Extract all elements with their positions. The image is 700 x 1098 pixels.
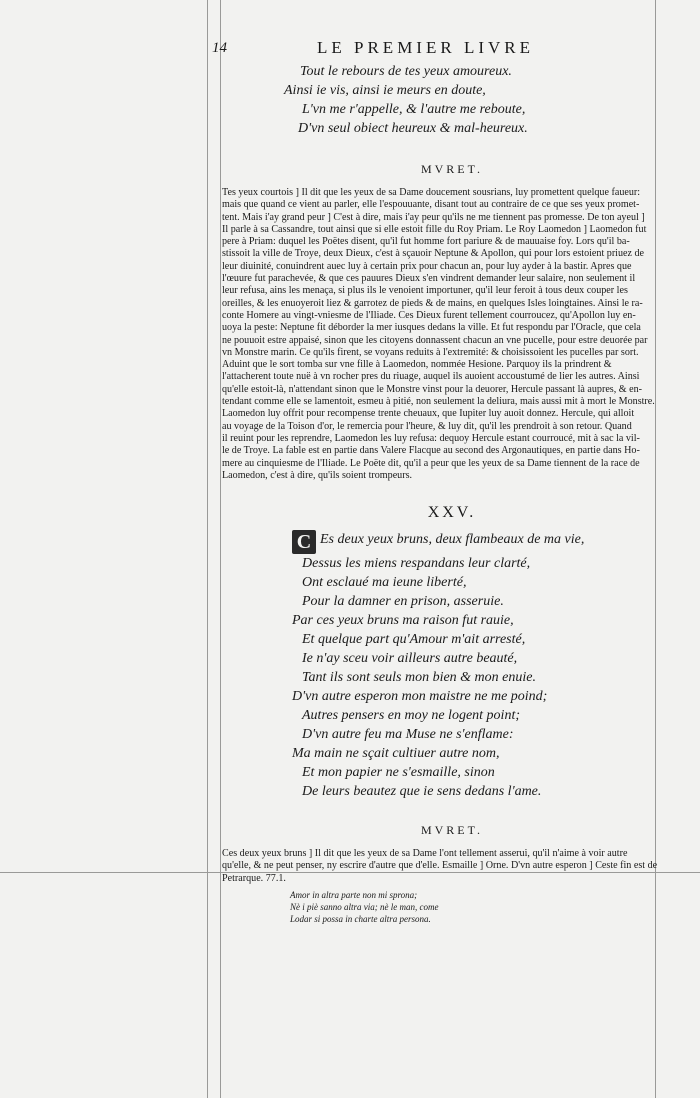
quote-line: Lodar si possa in charte altra persona. (290, 914, 431, 925)
sonnet-line: Pour la damner en prison, asseruie. (302, 594, 504, 610)
commentary-line: Tes yeux courtois ] Il dit que les yeux de sa Dame doucement sousrians, luy promettent quelque faueur: (222, 187, 641, 198)
left-rule-inner (220, 0, 221, 1098)
sonnet-line (292, 530, 682, 554)
sonnet-line: Par ces yeux bruns ma raison fut rauie, (292, 613, 514, 629)
sonnet-line: Ont esclaué ma ieune liberté, (302, 575, 467, 591)
commentary-line: Aduint que le sort tomba sur vne fille à Laomedon, nommée Hesione. Parquoy ils la prindrent & (222, 359, 612, 371)
commentary-line: uoya la peste: Neptune fit déborder la mer iusques dedans la ville. Et fut respondu par l'Oracle, que cela (222, 322, 641, 334)
commentary-line: le de Troye. La fable est en partie dans Valere Flacque au second des Argonautiques, en partie dans Ho- (222, 445, 640, 457)
sonnet-line: Dessus les miens respandans leur clarté, (302, 556, 531, 572)
quote-line: Amor in altra parte non mi sprona; (290, 890, 418, 901)
drop-cap: C (292, 530, 316, 554)
verse-line: L'vn me r'appelle, & l'autre me reboute, (302, 102, 526, 117)
sonnet-line: Ie n'ay sceu voir ailleurs autre beauté, (302, 651, 518, 667)
commentary-line: l'attacherent toute nuë à vn rocher pres du riuage, auquel ils auoient accoustumé de lier les autres. Ainsi (222, 371, 640, 383)
commentary-line: Petrarque. 77.1. (222, 872, 286, 884)
commentary-heading: MVRET. (420, 823, 484, 838)
sonnet-line: Et quelque part qu'Amour m'ait arresté, (302, 632, 526, 648)
commentary-text (222, 848, 682, 885)
commentary-line: mais que quand ce vient au parler, elle l'espouuante, disant tout au contraire de ce que ses yeux promet- (222, 199, 640, 211)
commentary-line: leur refusa, ains les menaça, si plus ils le venoient importuner, qu'il leur feroit à tous deux couper les (222, 285, 628, 297)
commentary-line: qu'elle estoit-là, n'attendant sinon que le Monstre vinst pour la deuorer, Hercule passant là aupres, & en- (222, 383, 643, 395)
commentary-line: vn Monstre marin. Ce qu'ils firent, se voyans reduits à l'extremité: & choisissoient les pucelles par sort. (222, 346, 639, 358)
sonnet-line: D'vn autre feu ma Muse ne s'enflame: (302, 727, 514, 743)
commentary-line: tent. Mais i'ay grand peur ] C'est à dire, mais i'ay peur qu'ils ne me tiennent pas promesse. De ton ayeul ] (222, 211, 645, 223)
page-header (212, 38, 682, 62)
verse-line: D'vn seul obiect heureux & mal-heureux. (298, 121, 528, 136)
commentary-line: ne pouuoit estre appaisé, sinon que les citoyens donnassent chacun an vne pucelle, pour estre deuorée par (222, 334, 648, 346)
commentary-line: l'œuure fut parachevée, & que ces pauures Dieux s'en vindrent demander leur salaire, non seulement il (222, 273, 636, 285)
page-number: 14 (212, 40, 227, 56)
sonnet-line-text: Es deux yeux bruns, deux flambeaux de ma vie, (320, 532, 585, 548)
sonnet-line: Tant ils sont seuls mon bien & mon enuie. (302, 670, 536, 686)
commentary-line: mere au cinquiesme de l'Iliade. Le Poëte dit, qu'il a peur que les yeux de sa Dame tiennent de la race de (222, 457, 640, 469)
quote-line: Nè i piè sanno altra via; nè le man, come (290, 902, 439, 913)
verse-line: Ainsi ie vis, ainsi ie meurs en doute, (284, 83, 486, 98)
commentary-line: leur diuinité, conuindrent auec luy à certain prix pour chacun an, pour luy ayder à la bastir. Apres que (222, 260, 632, 272)
commentary-text (222, 187, 682, 482)
commentary-line: au voyage de la Toison d'or, le remercia pour l'heure, & luy dit, qu'il les prendroit à son retour. Quand (222, 420, 632, 432)
commentary-line: oreilles, & les enuoyeroit liez & garrotez de pieds & de mains, en quelques Isles loingtaines. Ainsi le ra- (222, 297, 643, 309)
sonnet-body (222, 530, 682, 801)
commentary-line: Ces deux yeux bruns ] Il dit que les yeux de sa Dame l'ont tellement asserui, qu'il n'aime à voir autre (222, 848, 628, 860)
commentary-line: Laomedon luy offrit pour recompense trente cheuaux, que Iupiter luy auoit donnez. Hercule, qui alloit (222, 408, 635, 420)
sonnet-line: De leurs beautez que ie sens dedans l'ame. (302, 784, 542, 800)
verse-line: Tout le rebours de tes yeux amoureux. (300, 64, 512, 79)
commentary-line: conte Homere au vingt-vniesme de l'Iliade. Ces Dieux furent tellement courroucez, qu'Apollon luy en- (222, 309, 636, 321)
commentary-line: pere à Priam: duquel les Poëtes disent, qu'il fut homme fort pariure & de mauuaise foy. Lors qu'il ba- (222, 236, 630, 248)
commentary-line: qu'elle, & ne peut penser, ny escrire d'autre que d'elle. Esmaille ] Orne. D'vn autre esperon ] Ceste fin est de (222, 860, 658, 872)
running-title: LE PREMIER LIVRE (317, 38, 534, 57)
commentary-line: il reuint pour les reprendre, Laomedon les luy refusa: dequoy Hercule estant courroucé, mit à sac la vil- (222, 432, 640, 444)
commentary-line: stissoit la ville de Troye, deux Dieux, c'est à sçauoir Neptune & Apollon, qui pour lors estoient priuez de (222, 248, 645, 260)
commentary-line: Laomedon, c'est à dire, qu'ils soient trompeurs. (222, 469, 413, 481)
commentary-heading: MVRET. (420, 162, 484, 176)
commentary-line: Il parle à sa Cassandre, tout ainsi que si elle estoit fille du Roy Priam. Le Roy Laomedon ] Laomedon fut (222, 223, 647, 235)
left-rule (207, 0, 208, 1098)
sonnet-line: Ma main ne sçait cultiuer autre nom, (292, 746, 500, 762)
opening-verse (222, 62, 682, 138)
page (212, 38, 682, 925)
petrarch-quote (290, 889, 682, 925)
sonnet-line: Et mon papier ne s'esmaille, sinon (302, 765, 495, 781)
commentary-line: tendant comme elle se lamentoit, esmeu à pitié, non seulement la deliura, mais aussi mit à mort le Monstre. (222, 396, 655, 408)
sonnet-title: XXV. (427, 504, 477, 522)
sonnet-line: Autres pensers en moy ne logent point; (302, 708, 520, 724)
sonnet-line: D'vn autre esperon mon maistre ne me poind; (292, 689, 548, 705)
